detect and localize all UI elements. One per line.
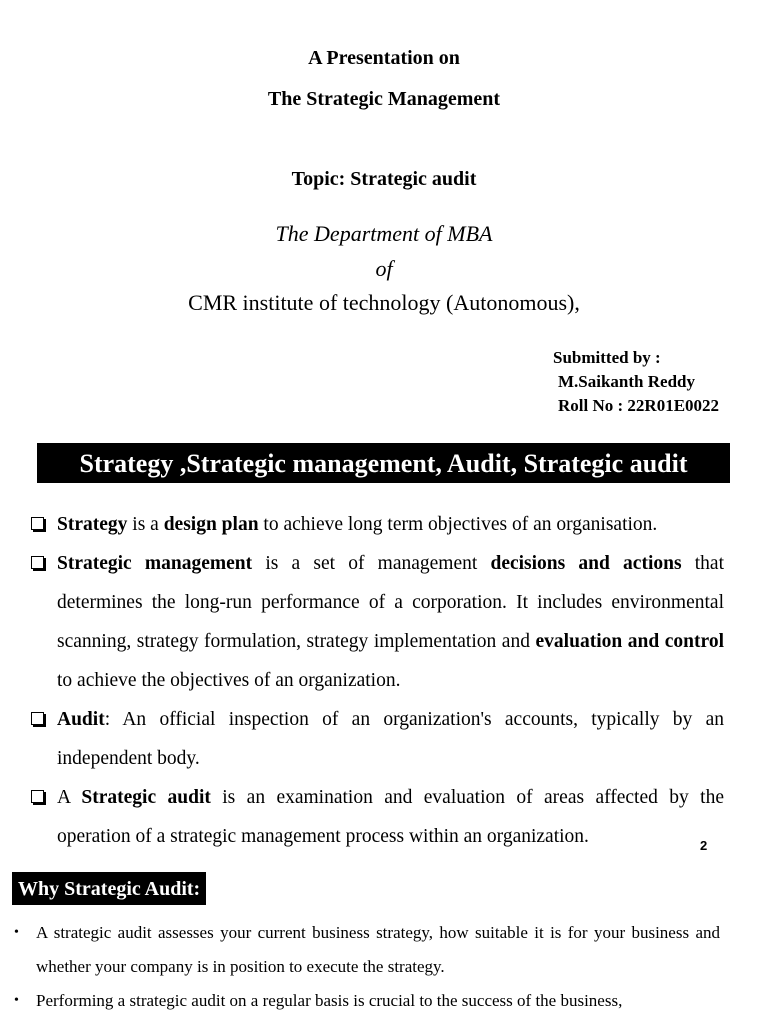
checkbox-bullet-icon bbox=[31, 517, 44, 530]
term: Strategic audit bbox=[81, 787, 211, 808]
list-item-strategic-audit bbox=[29, 778, 724, 856]
page-number: 2 bbox=[700, 838, 708, 853]
slide3-heading: Why Strategic Audit: bbox=[12, 872, 206, 905]
bullet-text: A strategic audit assesses your current business strategy, how suitable it is for your business and whether your company is in position to execute the strategy. bbox=[36, 923, 720, 976]
text: that determines the long-run performance of a corporation. It includes environmental scanning, strategy formulation, strategy implementation and bbox=[57, 553, 724, 652]
topic-line bbox=[0, 168, 768, 191]
checkbox-bullet-icon bbox=[31, 790, 44, 803]
term: Strategy bbox=[57, 514, 128, 535]
checkbox-bullet-icon bbox=[31, 712, 44, 725]
emphasis: evaluation and control bbox=[535, 631, 724, 652]
bullet-item bbox=[14, 984, 720, 1018]
student-name: M.Saikanth Reddy bbox=[558, 372, 695, 391]
topic-label: Topic bbox=[291, 168, 339, 190]
text: : An official inspection of an organization's accounts, typically by an independent body. bbox=[57, 709, 724, 769]
emphasis: design plan bbox=[163, 514, 259, 535]
list-item-strategic-management bbox=[29, 544, 724, 700]
bullet-item bbox=[14, 916, 720, 984]
list-item-strategy bbox=[29, 505, 724, 544]
bullet-text: Performing a strategic audit on a regular basis is crucial to the success of the business, bbox=[36, 991, 623, 1010]
why-audit-list bbox=[14, 916, 720, 1018]
list-item-audit bbox=[29, 700, 724, 778]
term: Audit bbox=[57, 709, 105, 730]
text: is a set of management bbox=[252, 553, 491, 574]
text: to achieve long term objectives of an organisation. bbox=[258, 514, 658, 535]
department-line1: The Department of MBA bbox=[275, 221, 493, 246]
topic-value: : Strategic audit bbox=[338, 168, 477, 190]
presentation-title-line1: A Presentation on bbox=[308, 47, 460, 69]
submitted-by-label: Submitted by : bbox=[553, 348, 661, 367]
text: to achieve the objectives of an organization. bbox=[57, 670, 401, 691]
term: Strategic management bbox=[57, 553, 253, 574]
text: is a bbox=[127, 514, 164, 535]
bullet-dot-icon: • bbox=[14, 925, 19, 940]
emphasis: decisions and actions bbox=[490, 553, 682, 574]
text: A bbox=[57, 787, 82, 808]
institute-name: CMR institute of technology (Autonomous), bbox=[188, 290, 580, 315]
presentation-title-line2: The Strategic Management bbox=[267, 88, 501, 110]
checkbox-bullet-icon bbox=[31, 556, 44, 569]
definitions-list bbox=[29, 505, 724, 856]
text: is an examination and evaluation of areas affected by the operation of a strategic management process within an organization. bbox=[57, 787, 724, 847]
department-line2: of bbox=[375, 256, 393, 281]
roll-number: Roll No : 22R01E0022 bbox=[558, 396, 720, 415]
slide2-heading: Strategy ,Strategic management, Audit, Strategic audit bbox=[37, 443, 730, 483]
bullet-dot-icon: • bbox=[14, 993, 19, 1008]
